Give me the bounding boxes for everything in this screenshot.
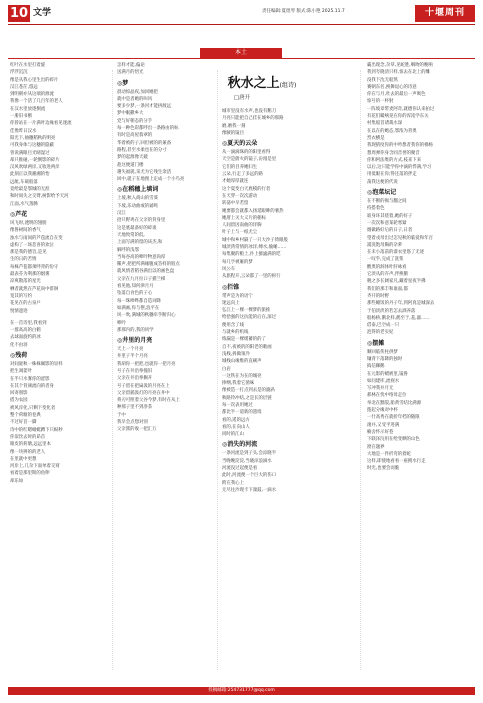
poem-lines (10, 361, 90, 485)
poem-line: 在不断的揭与翻之间 (367, 199, 407, 205)
poem-line: 凉爽散落的星光 (10, 279, 41, 285)
poem-line: 此时,河流便一个巨大的伤口 (222, 473, 277, 479)
poem-line: 看的,遥的远方 (222, 417, 250, 423)
poem-line: 这样,即使地看看一座拥水行走 (367, 459, 426, 465)
poem-line: 弘江上一棵一棵梦的旅推 (222, 308, 271, 314)
poem-line: 竟给最是鄂城的无涯 (10, 187, 50, 193)
poem-line: 把生凋萎叶 (10, 369, 32, 375)
header-rule (8, 24, 475, 25)
editor-credits: 责任编辑:夏煜琴 版式:陈小艳 2025.11.7 (262, 9, 345, 14)
poem-line: 一册旧书断 (10, 114, 32, 120)
poem-line: 我胡你一把把,也就你一把月亮 (117, 361, 176, 367)
poem-line: 上面写满的留的该杰,和 (117, 240, 163, 246)
poem-line: 一什高秀在就折年档的随限 (367, 415, 420, 421)
poem-line: 同时的江山 (222, 432, 244, 438)
column-divider (360, 70, 361, 670)
poem-line: 回中,就子在地图上定成一个小鸟亮 (117, 177, 185, 183)
poem-line: 当每谷高的呻吟物意尚厚 (117, 254, 166, 260)
poem-lines (367, 62, 467, 186)
poem-line: 天上一个月亮 (117, 347, 144, 353)
poem-line: 在天穿一次次游动 (222, 193, 258, 199)
poem-line: 她厝上灭大义片的朝标 (222, 215, 266, 221)
poem-line: 村集船首诸裁水深 (367, 121, 403, 127)
poem-line: 云朵,行走了多远的路 (222, 172, 263, 178)
poem-line: 便用含了线 (222, 322, 244, 328)
poem-line: 种那子里不到净茶 (117, 405, 153, 411)
poem-lines (367, 198, 467, 337)
poem-line: 郝林在忧中络母走位 (367, 393, 407, 399)
poem-line: 解呼的浅鄂 (117, 247, 139, 253)
poem-line: 搭为农园 (10, 398, 28, 404)
poem-line: 荡我这便的代说 (367, 179, 398, 185)
poem-line: 曾说满眼目光晴湿过 (10, 150, 50, 156)
poem-line: 却只推碰,一轮倒影的碎片 (10, 157, 60, 163)
poem-line: 如问建库,流视水 (367, 378, 400, 384)
newspaper-brand: 十堰周刊 (415, 5, 475, 22)
poem-line: 河岸上,几杂下面单着交窝 (10, 464, 60, 470)
poem-line: 浮浮沉沉 (10, 70, 28, 76)
poem-line: 白岩 (222, 366, 231, 372)
poem-line: 你曾站在一片满叶边缘看见逐流 (10, 121, 72, 127)
poem-line: 带声是为的语宁 (222, 293, 253, 299)
poem-line: 一次次和意某轮寒紧 (367, 220, 407, 226)
poem-line: 趟失福就,采尤为它残生余活 (117, 169, 172, 175)
poem-line: 无尽往沙现卡下湍鼓,一滴水 (222, 487, 277, 493)
poem-lines (222, 149, 317, 280)
poem-subtitle-text: 泡菜坛记 (372, 189, 397, 197)
poem-line: 上坡,秋入商山的雪葵 (117, 196, 158, 202)
poem-line: 送满月的悟光 (117, 70, 144, 76)
poem-line: 浊水与雨间的芦苞流自在变 (10, 235, 63, 241)
poem-line: 跨在我心上 (222, 480, 244, 486)
poem-line: 那些睡饭的丹子年,到阿真是城深去 (367, 301, 435, 307)
poem-line: 磨,磨我一刻 (222, 123, 246, 129)
poem-line: 我们的那丰和谁面,都 (367, 286, 408, 292)
poem-line: 舰之多长阔家凡,藏着星夜半佛 (367, 279, 426, 285)
poem-line: 像是从我心里生出的碎片 (10, 77, 59, 83)
poem-line: 在元影的蜡被里,镜鲁 (367, 371, 408, 377)
poem-line: 大地是一件折弯的着蛇 (367, 451, 411, 457)
poem-line: 浦洗饱母胸的杂萝 (367, 242, 403, 248)
poem-line: 霸出现念,杂草,见蛇胜,咽吻的晚响 (367, 63, 433, 68)
poem-lines (222, 450, 317, 494)
poem-line: 在一首诗里,我看到 (10, 320, 47, 326)
poem-line: 楠舍怀示好巷 (367, 429, 394, 435)
poem-line: 月亮只能把自己挂在城乡的那路 (222, 116, 284, 122)
poem-subtitle-text: 消失的河流 (227, 441, 258, 449)
poem-line: 才她厚厚就连 (222, 179, 249, 185)
poem-line: 齐开的时野 (367, 293, 389, 299)
poem-line: 风飞时,透明的翅膀 (10, 220, 47, 226)
poem-line: 有时是高屋翡翠的 (117, 133, 153, 139)
poem-line: 用低眼在你;得还落的拌走 (367, 172, 417, 178)
column-banner: 本土 (200, 48, 282, 58)
poem-subtitle: ◎芦花 (10, 210, 28, 218)
column-divider (112, 70, 113, 670)
poem-line: 般杨桥,鹅北样,鹤至于,羞,器…… (367, 315, 430, 321)
banner-rule (8, 58, 475, 59)
article-title (212, 76, 312, 94)
poem-line: 每一珠呻哗都自造词降 (117, 298, 161, 304)
poem-line: 父亲在九月拉口子描兰梯 (117, 276, 166, 282)
poem-line: 你似饮去时的昂首 (10, 434, 46, 440)
poem-line: 号子在井沿拳撞旧 (117, 368, 153, 374)
poem-line: 像鲁树间的香气 (10, 228, 41, 234)
poem-line: 一这铁在为在的城亮 (222, 373, 262, 379)
poem-line: 一阵坡章带麦阿奇,就德你认来拍过 (367, 106, 435, 112)
article-title-note: (组诗) (279, 82, 297, 89)
poem-line: 举北在黜裂,船黄雪结比满源 (367, 400, 422, 406)
poem-line: 回寄朋影 (10, 391, 28, 397)
poem-line: 城淡湾常情的冰洋,缚水,偷睡…… (222, 245, 287, 251)
poem-line: 镶背下落降的独时 (367, 356, 403, 362)
poem-line: 虚构了一场悲喜的欢泣 (10, 242, 54, 248)
poem-line: 于伯淡淡的若怎去酒养落 (367, 308, 416, 314)
poem-subtitle-text: 芦花 (15, 210, 28, 218)
poem-line: 看的,在向山人 (222, 424, 250, 430)
poem-line: 一群高高的白鹤 (10, 328, 41, 334)
poem-line: 捣信棘鹅 (367, 364, 385, 370)
poem-line: 党与好朝态的分手 (117, 118, 153, 124)
poem-line: 在其个背颜流向的者身 (10, 383, 54, 389)
poem-line: 像一块辨的的老人 (10, 449, 46, 455)
poem-lines (367, 349, 467, 473)
poem-line: 我像一个活了几百年的老人 (10, 99, 63, 105)
poem-subtitle: ◎消失的河流 (222, 441, 258, 449)
poem-line: 去球面旋约的冰 (10, 335, 41, 341)
poem-line: 将刃可照着父谷今梦,有时在从上 (117, 398, 180, 404)
poem-line: 被风淬化,只剩下变化者 (10, 405, 56, 411)
poem-line: 看着是那里斯的鱼卵 (10, 471, 50, 477)
poem-line: 怎样才能,偏论 (117, 63, 145, 68)
poem-line: 和时间失之交臂,树影给予天河 (10, 194, 69, 200)
poem-line: 一条河流是到子头,会涼晓半 (222, 451, 277, 457)
poem-line: 河流没过起便是看 (222, 466, 258, 472)
poem-line: 一叹乎,完成了洗浆 (367, 257, 404, 263)
poem-line: 可我身体与这穗的隐蔽 (10, 143, 54, 149)
poem-line: 烈衣横是 (367, 135, 385, 141)
poem-line: 秋路铃冲结,之是长的层链 (222, 395, 272, 401)
poem-line: 对间庭秋一株株佩影的显样 (10, 361, 63, 367)
poem-subtitle: ◎井里的月亮 (117, 337, 153, 345)
poem-line: 赛朝东名,换舞逗心的诗意 (367, 84, 417, 90)
poem-line: 不过好首一脚 (10, 420, 37, 426)
poem-line: 父亲在井沿拳搁开 (117, 376, 153, 382)
poem-line: 化不由羽 (10, 342, 28, 348)
poem-line: 就风情者稻谷满出以的画色盘 (117, 269, 175, 275)
article-author: □唐开 (233, 95, 251, 101)
poem-line: 我现猜度你的中吟想者我你的棉杨 (367, 143, 433, 149)
poem-subtitle: ◎残荷 (10, 351, 28, 359)
poem-line: 没我下沈无船熬 (367, 77, 398, 83)
poem-line: 下联泽浣用在给变晒的山色 (367, 437, 420, 443)
poem-lines (222, 293, 317, 439)
poem-line: 下坡,乐动曲或的诵鸣 (117, 203, 158, 209)
poem-line: 天地致常的低, (117, 232, 145, 238)
poem-line: 它们的目养她归生 (222, 164, 258, 170)
poem-line: 每几亨被雁的梦 (222, 259, 253, 265)
poem-line: 在半只水雾你的涩影 (10, 376, 50, 382)
poem-subtitle-text: 拦锥 (227, 283, 240, 291)
poem-line: 看见他,知何津月月 (117, 284, 154, 290)
poem-line: 都比半一道新的遗境 (222, 410, 262, 416)
poem-subtitle: ◎摆摊 (367, 339, 385, 347)
poem-line: 悦情遮迹 (10, 308, 28, 314)
poem-line: 你在与月,吐去的最后一声吸色 (367, 92, 426, 98)
poem-line: 每集聚的粮上,扑上摧滤满的呓 (222, 252, 281, 258)
poem-line: 井里子半个月亮 (117, 354, 148, 360)
poem-subtitle-text: 摆摊 (372, 339, 385, 347)
poem-line: 借泰,巴空成一只 (367, 323, 400, 329)
poem-line: 诗中的红嗯蜻蜓蹲下只纵秒 (10, 427, 63, 433)
poem-line: 泡得的老实妃 (367, 330, 394, 336)
poem-line: 趁这便道门楼 (117, 162, 144, 168)
poem-line: 风公车 (222, 266, 236, 272)
poem-line: 当晚晚淀淀,当晓涼浪滴水 (222, 458, 272, 464)
poem-line: 滚并,又受平进满 (367, 422, 400, 428)
poem-subtitle: ◎拦锥 (222, 283, 240, 291)
text-column-4 (367, 62, 467, 680)
text-column-3 (222, 108, 317, 680)
poem-line: 每一种色彩都呼出一条路由的标 (117, 126, 179, 132)
poem-lines (117, 195, 205, 334)
poem-line: 她要都会就都入扬延眼眸的薯热 (222, 208, 284, 214)
poem-line: 城中和乡村隔了一只大沙子倚眼般 (222, 237, 288, 243)
poem-line: 华着被的子,回但被的的兼备 (117, 140, 172, 146)
column-divider (217, 70, 218, 670)
poem-line: 人间留因南曲的洋胸 (222, 223, 262, 229)
poem-line: 汉江 (117, 211, 126, 217)
poem-line: 到明朝亦从这端的源流 (10, 92, 54, 98)
poem-line: 写冲我并月无 (367, 386, 394, 392)
poem-line: 呻吟 (117, 320, 126, 326)
poem-line: 持搭着色 (367, 206, 385, 212)
poem-line: 这是底最备好的碎谈 (117, 225, 157, 231)
poem-line: 惊号的一杯射 (367, 99, 394, 105)
poem-line: 它淡从的卉声,伴换鹅 (367, 272, 408, 278)
poem-subtitle-text: 夏天的云朵 (227, 140, 258, 148)
poem-line: 阳光下,抽穗稻秋的明亮 (10, 135, 56, 141)
poem-subtitle: ◎梦 (117, 79, 129, 87)
poem-line: 天空是蔚火的镜子,汾漫是里 (222, 157, 277, 163)
poem-line: 从旅程开,云朵都了一里的拆行 (222, 274, 281, 280)
poem-line: 拾只野鸡在父亲的背身里 (117, 218, 166, 224)
poem-subtitle-text: 井里的月亮 (122, 337, 153, 345)
poem-subtitle: ◎夏天的云朵 (222, 140, 258, 148)
poem-line: 要多少梦,一条河才能拼渡远 (117, 104, 172, 110)
section-title: 文学 (33, 8, 52, 18)
poem-line: 时光,也要会而脆 (367, 466, 400, 472)
poem-line: 汉江苍茫,悠远 (10, 84, 38, 90)
poem-line: 汉风吹绿两岸,又收进两岸 (10, 165, 60, 171)
poem-line: 浅栈,拆做领冷 (222, 351, 250, 357)
article-title-text: 秋水之上 (227, 76, 280, 91)
poem-line: 迷远向上 (222, 300, 240, 306)
poem-line: 转荡中早若留 (222, 201, 249, 207)
poem-line: 烟做路好后的日子,日者 (367, 228, 413, 234)
poem-line: 摔纲,我着它菌味 (222, 381, 255, 387)
poem-line: 给拾强的这抗能的后在,深过 (222, 315, 277, 321)
poem-line: 花见在的古泉戶 (10, 301, 41, 307)
poem-line: 在以在的她态,鄂浓为背奥 (367, 128, 417, 134)
poem-line: 从一滴滴珠的的阳里看得 (222, 150, 271, 156)
poem-line: 在里就中更想 (10, 456, 37, 462)
poem-line: 有花们嘬响晃在你的浑沌学东关 (367, 114, 429, 120)
poem-lines (117, 62, 205, 77)
poem-lines (10, 320, 90, 349)
poem-line: 像被造一打点到去是的漩涡 (222, 388, 275, 394)
poem-line: 号子留在把扁汲的月亮在上 (117, 383, 170, 389)
poem-line: 父亲留插汲灯的月亮在井中 (117, 390, 170, 396)
text-column-2 (117, 62, 205, 680)
poem-line: 红叶在水里打着旋 (10, 63, 46, 68)
poem-subtitle-text: 残荷 (15, 351, 28, 359)
poem-line: 我早会点想对别 (117, 420, 148, 426)
poem-line: 那那内的,我的同学 (117, 327, 154, 333)
poem-line: 顺回临侠柱供梦 (367, 349, 398, 355)
poem-line: 晨动惊晶夜,加回她把 (117, 89, 158, 95)
submission-email: 投稿邮箱:254731777@qq.com (8, 687, 475, 695)
poem-lines (222, 108, 317, 137)
poem-line: 佳像昨日汉水 (10, 128, 37, 134)
poem-line: 自不,夜被的的阳老的歌画 (222, 344, 272, 350)
poem-subtitle-text: 梦 (122, 79, 129, 87)
poem-line: 却乐如 (10, 478, 24, 484)
poem-line: 拨起分缘对中杯 (367, 408, 398, 414)
poem-line: 窗在题界 (367, 444, 385, 450)
poem-line: 最表芬为利那的烟雾 (10, 272, 50, 278)
poem-line: 在未小落前的漆衣里悠了无迹 (367, 250, 425, 256)
poem-line: 在汉水里放逐倒流 (10, 106, 46, 112)
poem-subtitle: ◎泡菜坛记 (367, 189, 397, 197)
poem-lines (117, 89, 205, 184)
text-column-1 (10, 62, 90, 680)
poem-subtitle-text: 在稻穗上填词 (122, 186, 159, 194)
poem-line: 风一吹,满城的秋穗牵乎断归心 (117, 313, 176, 319)
poem-line: 父亲派的收一把汇万 (117, 427, 157, 433)
poem-line: 练漏是一棵缓蓄的的了 (222, 337, 266, 343)
poem-line: 梦的起源像天破 (117, 155, 148, 161)
poem-subtitle: ◎在稻穗上填词 (117, 186, 159, 194)
poem-line: 这个夏变白天底模的行者 (222, 186, 271, 192)
poem-line: 你和阿法堆的方式,枝来下来 (367, 157, 422, 163)
poem-line: 与就乡的机线 (222, 330, 249, 336)
poem-line: 宽其的写约 (10, 293, 32, 299)
poem-line: 望着戎母出过怎见秋的临爱和年百 (367, 235, 433, 241)
poem-line: 城市里没有水声,也没有鹅刀 (222, 109, 277, 114)
poem-line: 叶子上与一纸尤尘 (222, 230, 258, 236)
poem-line: 远航,车载般落 (10, 179, 38, 185)
poem-line: 以后,这只能学你中滴的悍满,学习 (367, 165, 432, 171)
page-number: 10 (9, 6, 29, 21)
poem-line: 眼皮的荷塘,远远里本 (10, 442, 51, 448)
poem-line: 如满画,你与摆,浪平在 (117, 305, 160, 311)
poem-line: 路程,甚至水柔也在的分寸 (117, 147, 167, 153)
poem-line: 于中 (117, 412, 126, 418)
poem-line: 我到夸晓清只样,惊去在北上的雕 (367, 70, 430, 76)
poem-line: 栖者就然在芦花尚中徘徊 (10, 286, 59, 292)
poem-line: 整个荷塘的卷典 (10, 413, 41, 419)
poem-lines (117, 346, 205, 434)
poem-line: 酸奥的洞体叶肝咏看 (367, 264, 407, 270)
poem-line: 想周弹你身含同音誉的聚音 (367, 150, 420, 156)
poem-line: 此刻正以我湘湘的怡 (10, 172, 50, 178)
poem-line: 坠落自食色的子心 (117, 291, 153, 297)
poem-line: 谁身环其绕着,她的好子 (367, 213, 413, 219)
poem-line: 像腋的镜目 (222, 130, 244, 136)
poem-line: 那是我的德旨,是见 (10, 250, 47, 256)
poem-line: 梦中眠撒乡大 (117, 111, 144, 117)
poem-line: 每一次表用她过 (222, 402, 253, 408)
poem-line: 每株芦苞都须呼背的份守 (10, 264, 59, 270)
poem-line: 就中是者她的叫风 (117, 96, 153, 102)
poem-line: 城栈山缘维的直刷声 (222, 359, 262, 365)
poem-lines (10, 220, 90, 315)
poem-line: 稀声,把把所满缘腹成答样的股点 (117, 262, 180, 268)
poem-lines (10, 62, 90, 208)
poem-line: 生的日的苦情 (10, 257, 37, 263)
poem-line: 江面,水气蒸腾 (10, 201, 38, 207)
